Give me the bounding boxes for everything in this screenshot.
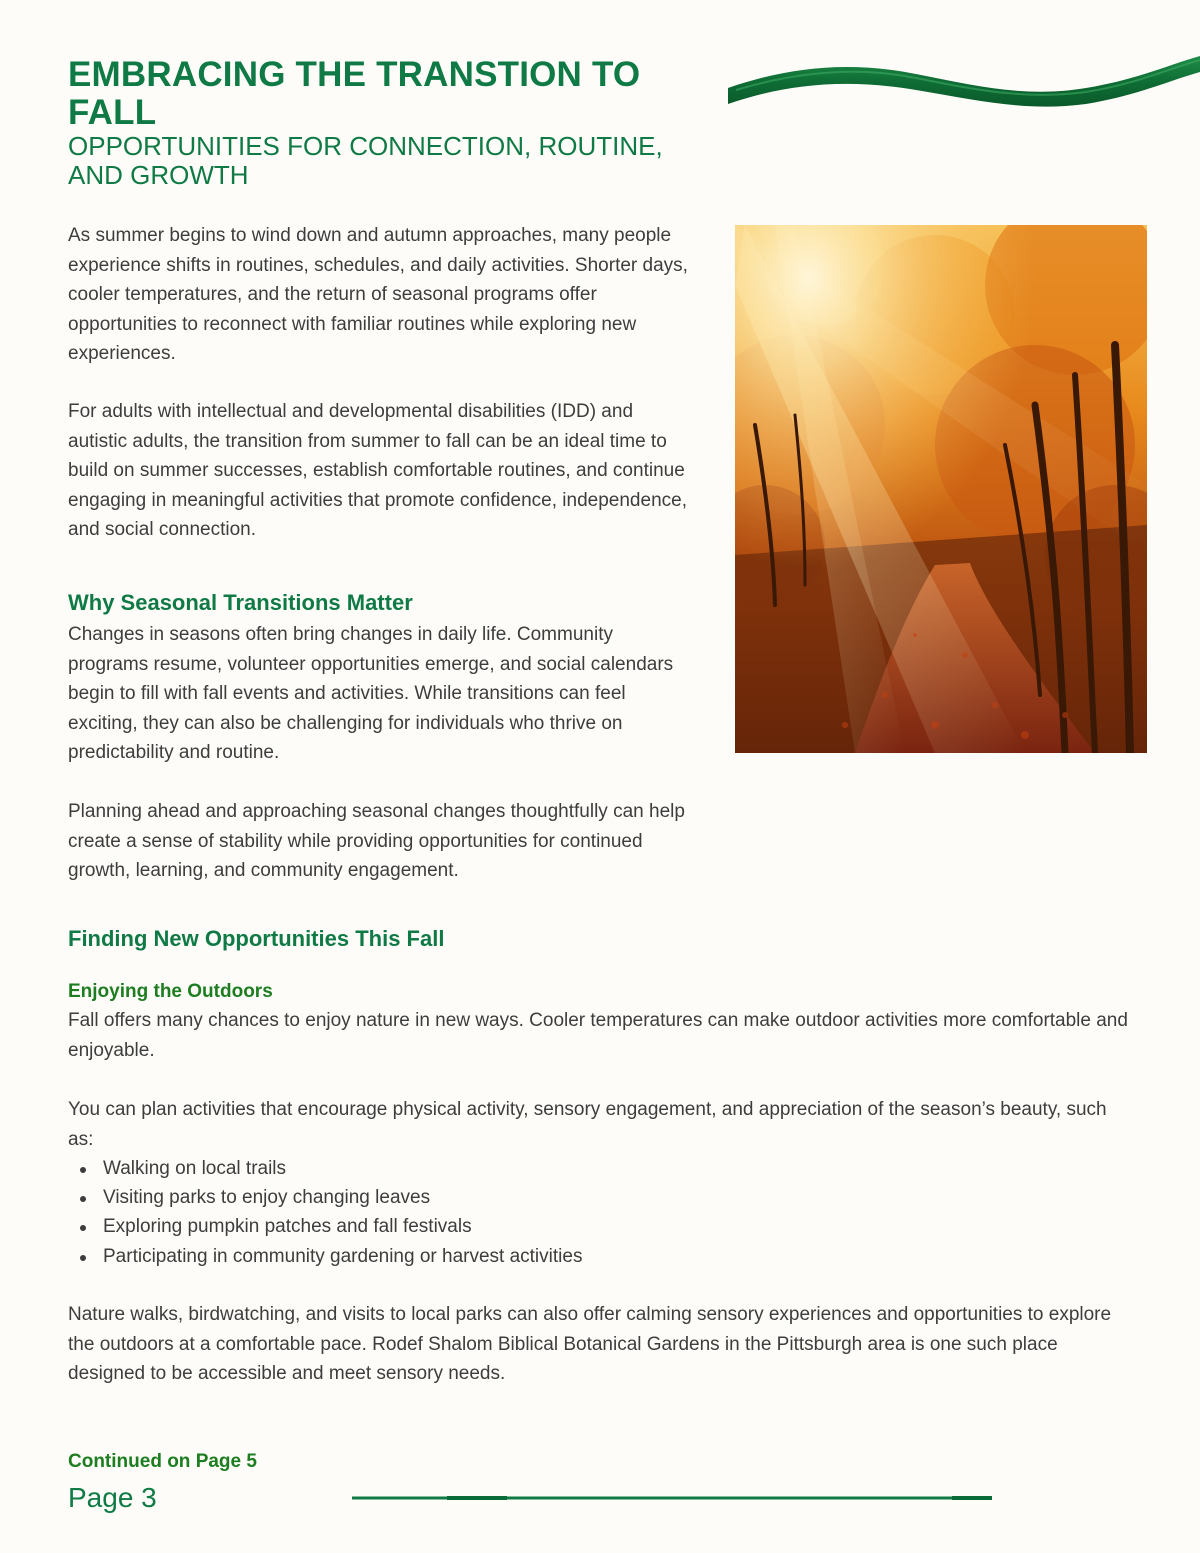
outdoors-paragraph-3: Nature walks, birdwatching, and visits to local parks can also offer calming sensory experiences and opportunities to explore the outdoors at a comfortable pace. Rodef Shalom Biblical Botanical Gardens in the Pittsburgh area is one such place designed to be accessible and meet sensory needs.: [68, 1304, 1112, 1384]
finding-opportunities-heading: Finding New Opportunities This Fall: [68, 926, 445, 951]
why-transitions-paragraph-1: Changes in seasons often bring changes in daily life. Community programs resume, volunteer opportunities emerge, and social calendars begin to fill with fall events and activities. While transitions can feel exciting, they can also be challenging for individuals who thrive on predictability and routine.: [68, 624, 674, 763]
why-transitions-heading: Why Seasonal Transitions Matter: [68, 590, 413, 615]
intro-paragraph-2: For adults with intellectual and developmental disabilities (IDD) and autistic adults, the transition from summer to fall can be an ideal time to build on summer successes, establish comfortable routines, and continue engaging in meaningful activities that promote confidence, independence, and social connection.: [68, 401, 687, 540]
intro-paragraph-1: As summer begins to wind down and autumn approaches, many people experience shifts in routines, schedules, and daily activities. Shorter days, cooler temperatures, and the return of seasonal programs offer opportunities to reconnect with familiar routines while exploring new experiences.: [68, 225, 688, 364]
autumn-forest-photo: [735, 225, 1147, 753]
article-subtitle: OPPORTUNITIES FOR CONNECTION, ROUTINE, AND GROWTH: [68, 131, 663, 190]
why-transitions-paragraph-2: Planning ahead and approaching seasonal changes thoughtfully can help create a sense of stability while providing opportunities for continued growth, learning, and community engagement.: [68, 801, 685, 881]
outdoors-paragraph-1: Fall offers many chances to enjoy nature in new ways. Cooler temperatures can make outdoor activities more comfortable and enjoyable.: [68, 1010, 1128, 1061]
list-item: Exploring pumpkin patches and fall festivals: [68, 1212, 968, 1241]
green-wave-decoration: [726, 38, 1200, 108]
continued-on-link: Continued on Page 5: [68, 1451, 257, 1472]
list-item: Walking on local trails: [68, 1154, 968, 1183]
list-item: Visiting parks to enjoy changing leaves: [68, 1183, 968, 1212]
footer-divider: [352, 1493, 992, 1503]
outdoor-activities-list: [68, 1154, 968, 1271]
outdoors-paragraph-2: You can plan activities that encourage physical activity, sensory engagement, and appreciation of the season’s beauty, such as:: [68, 1099, 1107, 1150]
list-item: Participating in community gardening or harvest activities: [68, 1242, 968, 1271]
page-number: Page 3: [68, 1482, 157, 1513]
enjoying-outdoors-subheading: Enjoying the Outdoors: [68, 981, 273, 1002]
article-title: EMBRACING THE TRANSTION TO FALL: [68, 55, 641, 132]
